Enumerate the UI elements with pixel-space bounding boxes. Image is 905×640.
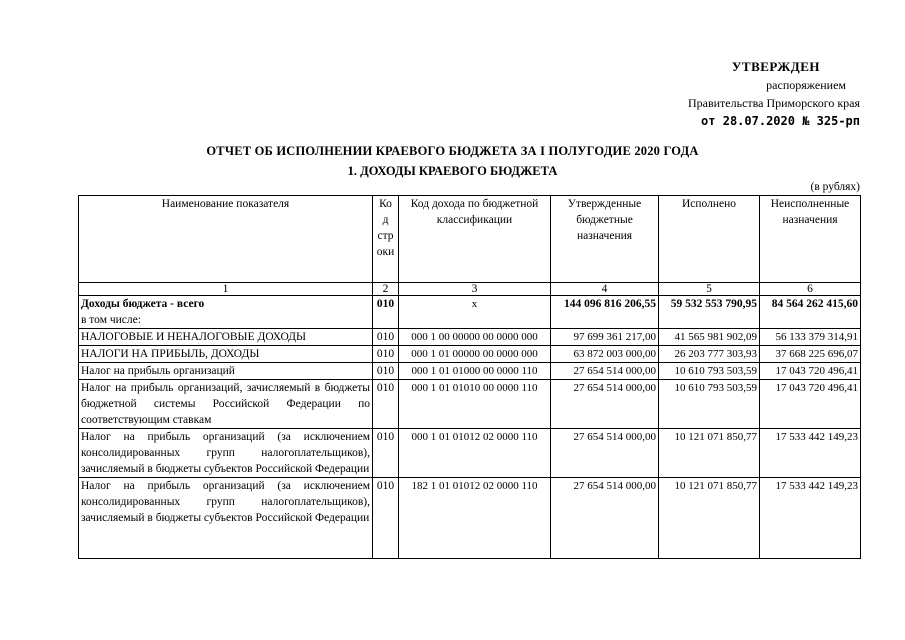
approval-block	[660, 58, 860, 130]
row-income-code: x	[399, 296, 551, 329]
row-name-text: Доходы бюджета - всего	[81, 298, 205, 310]
row-line-code: 010	[373, 478, 399, 559]
table-row	[79, 346, 861, 363]
column-number: 4	[551, 283, 659, 296]
row-line-code: 010	[373, 296, 399, 329]
row-executed: 10 610 793 503,59	[659, 380, 760, 429]
row-income-code: 182 1 01 01012 02 0000 110	[399, 478, 551, 559]
row-approved: 97 699 361 217,00	[551, 329, 659, 346]
table-header-row	[79, 196, 861, 283]
row-name: НАЛОГОВЫЕ И НЕНАЛОГОВЫЕ ДОХОДЫ	[79, 329, 373, 346]
row-income-code: 000 1 01 00000 00 0000 000	[399, 346, 551, 363]
header-name: Наименование показателя	[79, 196, 373, 283]
row-income-code: 000 1 01 01000 00 0000 110	[399, 363, 551, 380]
row-name: Налог на прибыль организаций (за исключением консолидированных групп налогоплательщиков), зачисляемый в бюджеты субъектов Российской Федерации	[79, 478, 373, 559]
column-number-row	[79, 283, 861, 296]
column-number: 2	[373, 283, 399, 296]
row-unexecuted: 17 043 720 496,41	[760, 363, 861, 380]
column-number: 3	[399, 283, 551, 296]
approval-title: УТВЕРЖДЕН	[731, 59, 820, 74]
row-unexecuted: 37 668 225 696,07	[760, 346, 861, 363]
header-income-code: Код дохода по бюджетной классификации	[399, 196, 551, 283]
row-executed: 10 610 793 503,59	[659, 363, 760, 380]
row-approved: 144 096 816 206,55	[551, 296, 659, 329]
table-row	[79, 478, 861, 559]
row-line-code: 010	[373, 380, 399, 429]
income-table	[78, 195, 861, 559]
approval-by: распоряжением	[766, 78, 846, 92]
table-row	[79, 329, 861, 346]
header-line-code: Ко д стр оки	[373, 196, 399, 283]
row-unexecuted: 84 564 262 415,60	[760, 296, 861, 329]
row-approved: 63 872 003 000,00	[551, 346, 659, 363]
table-row-total	[79, 296, 861, 329]
row-line-code: 010	[373, 346, 399, 363]
row-executed: 26 203 777 303,93	[659, 346, 760, 363]
header-unexecuted: Неисполненные назначения	[760, 196, 861, 283]
row-executed: 59 532 553 790,95	[659, 296, 760, 329]
header-approved: Утвержденные бюджетные назначения	[551, 196, 659, 283]
row-executed: 41 565 981 902,09	[659, 329, 760, 346]
column-number: 5	[659, 283, 760, 296]
report-title: ОТЧЕТ ОБ ИСПОЛНЕНИИ КРАЕВОГО БЮДЖЕТА ЗА I ПОЛУГОДИЕ 2020 ГОДА	[206, 144, 699, 158]
row-line-code: 010	[373, 429, 399, 478]
row-income-code: 000 1 00 00000 00 0000 000	[399, 329, 551, 346]
row-income-code: 000 1 01 01012 02 0000 110	[399, 429, 551, 478]
row-unexecuted: 17 043 720 496,41	[760, 380, 861, 429]
row-name: Налог на прибыль организаций, зачисляемый в бюджеты бюджетной системы Российской Федерации по соответствующим ставкам	[79, 380, 373, 429]
column-number: 6	[760, 283, 861, 296]
row-line-code: 010	[373, 363, 399, 380]
row-unexecuted: 56 133 379 314,91	[760, 329, 861, 346]
row-name: НАЛОГИ НА ПРИБЫЛЬ, ДОХОДЫ	[79, 346, 373, 363]
header-executed: Исполнено	[659, 196, 760, 283]
row-executed: 10 121 071 850,77	[659, 478, 760, 559]
units-note: (в рублях)	[810, 181, 860, 193]
row-approved: 27 654 514 000,00	[551, 363, 659, 380]
row-line-code: 010	[373, 329, 399, 346]
row-unexecuted: 17 533 442 149,23	[760, 478, 861, 559]
row-executed: 10 121 071 850,77	[659, 429, 760, 478]
row-name	[79, 296, 373, 329]
table-row	[79, 380, 861, 429]
column-number: 1	[79, 283, 373, 296]
approval-authority: Правительства Приморского края	[687, 96, 860, 110]
row-approved: 27 654 514 000,00	[551, 380, 659, 429]
row-name-sub: в том числе:	[81, 314, 141, 326]
table-row	[79, 429, 861, 478]
row-approved: 27 654 514 000,00	[551, 478, 659, 559]
row-name: Налог на прибыль организаций	[79, 363, 373, 380]
table-row	[79, 363, 861, 380]
row-income-code: 000 1 01 01010 00 0000 110	[399, 380, 551, 429]
row-approved: 27 654 514 000,00	[551, 429, 659, 478]
report-subtitle: 1. ДОХОДЫ КРАЕВОГО БЮДЖЕТА	[347, 164, 558, 178]
row-name: Налог на прибыль организаций (за исключением консолидированных групп налогоплательщиков), зачисляемый в бюджеты субъектов Российской Федерации	[79, 429, 373, 478]
approval-date-number: от 28.07.2020 № 325-рп	[701, 114, 860, 128]
row-unexecuted: 17 533 442 149,23	[760, 429, 861, 478]
